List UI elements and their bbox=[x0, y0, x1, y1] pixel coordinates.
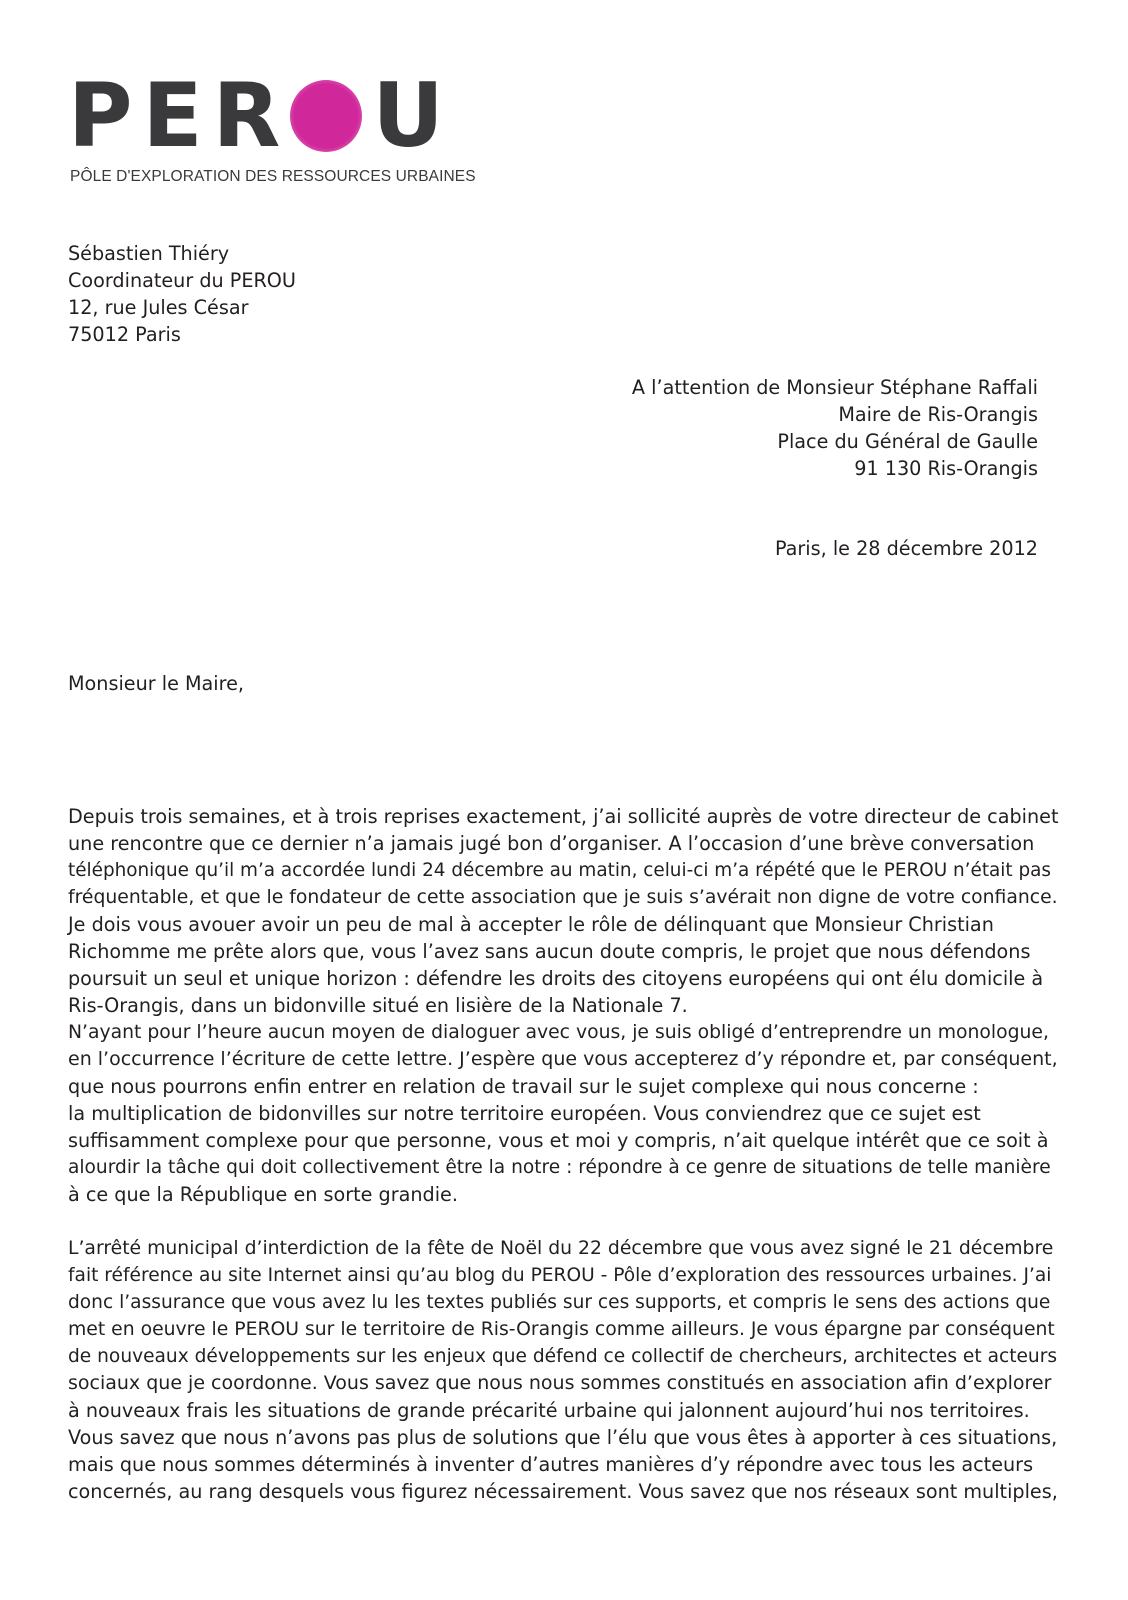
body-line: poursuit un seul et unique horizon : défendre les droits des citoyens européens qui ont élu domicile à bbox=[68, 967, 1044, 990]
body-line: met en oeuvre le PEROU sur le territoire de Ris-Orangis comme ailleurs. Je vous épargne par conséquent bbox=[68, 1319, 1055, 1340]
logo-wordmark bbox=[68, 64, 454, 167]
body-line: à ce que la République en sorte grandie. bbox=[68, 1183, 458, 1206]
body-line: mais que nous sommes déterminés à inventer d’autres manières d’y répondre avec tous les acteurs bbox=[68, 1453, 1034, 1476]
sender-address bbox=[68, 240, 296, 348]
body-line: de nouveaux développements sur les enjeux que défend ce collectif de chercheurs, architectes et acteurs bbox=[68, 1346, 1058, 1367]
recipient-attention: A l’attention de Monsieur Stéphane Raffali bbox=[631, 376, 1038, 399]
body-line: Depuis trois semaines, et à trois reprises exactement, j’ai sollicité auprès de votre directeur de cabinet bbox=[68, 805, 1059, 828]
body-line: fait référence au site Internet ainsi qu’au blog du PEROU - Pôle d’exploration des ressources urbaines. J’ai bbox=[68, 1265, 1052, 1286]
body-line: en l’occurrence l’écriture de cette lettre. J’espère que vous accepterez d’y répondre et, par conséquent, bbox=[68, 1048, 1058, 1070]
body-line: concernés, au rang desquels vous figurez nécessairement. Vous savez que nos réseaux sont multiples, bbox=[68, 1480, 1058, 1503]
body-line: N’ayant pour l’heure aucun moyen de dialoguer avec vous, je suis obligé d’entreprendre un monologue, bbox=[68, 1022, 1049, 1043]
body-line: sociaux que je coordonne. Vous savez que nous nous sommes constitués en association afin d’explorer bbox=[68, 1372, 1052, 1394]
letter-date: Paris, le 28 décembre 2012 bbox=[774, 537, 1038, 560]
recipient-city: 91 130 Ris-Orangis bbox=[854, 457, 1038, 480]
body-line: fréquentable, et que le fondateur de cette association que je suis s’avérait non digne de votre confiance. bbox=[68, 887, 1058, 908]
body-line: Vous savez que nous n’avons pas plus de solutions que l’élu que vous êtes à apporter à ces situations, bbox=[68, 1426, 1058, 1449]
body-line: la multiplication de bidonvilles sur notre territoire européen. Vous conviendrez que ce sujet est bbox=[68, 1102, 981, 1125]
logo-magenta-dot-icon bbox=[290, 80, 362, 152]
sender-name: Sébastien Thiéry bbox=[68, 242, 230, 265]
recipient-street: Place du Général de Gaulle bbox=[777, 430, 1038, 453]
body-line: à nouveaux frais les situations de grande précarité urbaine qui jalonnent aujourd’hui nos territoires. bbox=[68, 1399, 1030, 1422]
body-line: suffisamment complexe pour que personne, vous et moi y compris, n’ait quelque intérêt que ce soit à bbox=[68, 1129, 1049, 1152]
body-line: alourdir la tâche qui doit collectivement être la notre : répondre à ce genre de situations de telle manière bbox=[68, 1157, 1051, 1178]
salutation: Monsieur le Maire, bbox=[68, 672, 244, 695]
body-line: téléphonique qu’il m’a accordée lundi 24 décembre au matin, celui-ci m’a répété que le PEROU n’était pas bbox=[68, 860, 1052, 881]
body-line: Ris-Orangis, dans un bidonville situé en lisière de la Nationale 7. bbox=[68, 994, 688, 1017]
body-line: Richomme me prête alors que, vous l’avez sans aucun doute compris, le projet que nous défendons bbox=[68, 940, 1031, 963]
logo-tagline: PÔLE D'EXPLORATION DES RESSOURCES URBAINES bbox=[70, 168, 476, 185]
sender-street: 12, rue Jules César bbox=[68, 296, 249, 319]
body-line: une rencontre que ce dernier n’a jamais jugé bon d’organiser. A l’occasion d’une brève conversation bbox=[68, 832, 1035, 855]
body-line: que nous pourrons enfin entrer en relation de travail sur le sujet complexe qui nous concerne : bbox=[68, 1075, 979, 1098]
recipient-title: Maire de Ris-Orangis bbox=[838, 403, 1038, 426]
perou-logo bbox=[68, 64, 488, 196]
paragraph-2 bbox=[68, 1235, 1058, 1505]
letter-body bbox=[68, 803, 1058, 1505]
paragraph-1 bbox=[68, 803, 1058, 1208]
sender-city: 75012 Paris bbox=[68, 323, 181, 346]
paragraph-gap bbox=[68, 1208, 1058, 1235]
body-line: Je dois vous avouer avoir un peu de mal à accepter le rôle de délinquant que Monsieur Christian bbox=[68, 913, 994, 936]
sender-title: Coordinateur du PEROU bbox=[68, 269, 296, 292]
body-line: donc l’assurance que vous avez lu les textes publiés sur ces supports, et compris le sens des actions que bbox=[68, 1292, 1051, 1313]
body-line: L’arrêté municipal d’interdiction de la fête de Noël du 22 décembre que vous avez signé le 21 décembre bbox=[68, 1238, 1054, 1259]
logo-letters-per: PER bbox=[68, 64, 291, 167]
logo-letter-u: U bbox=[372, 64, 454, 167]
recipient-address bbox=[632, 374, 1038, 482]
